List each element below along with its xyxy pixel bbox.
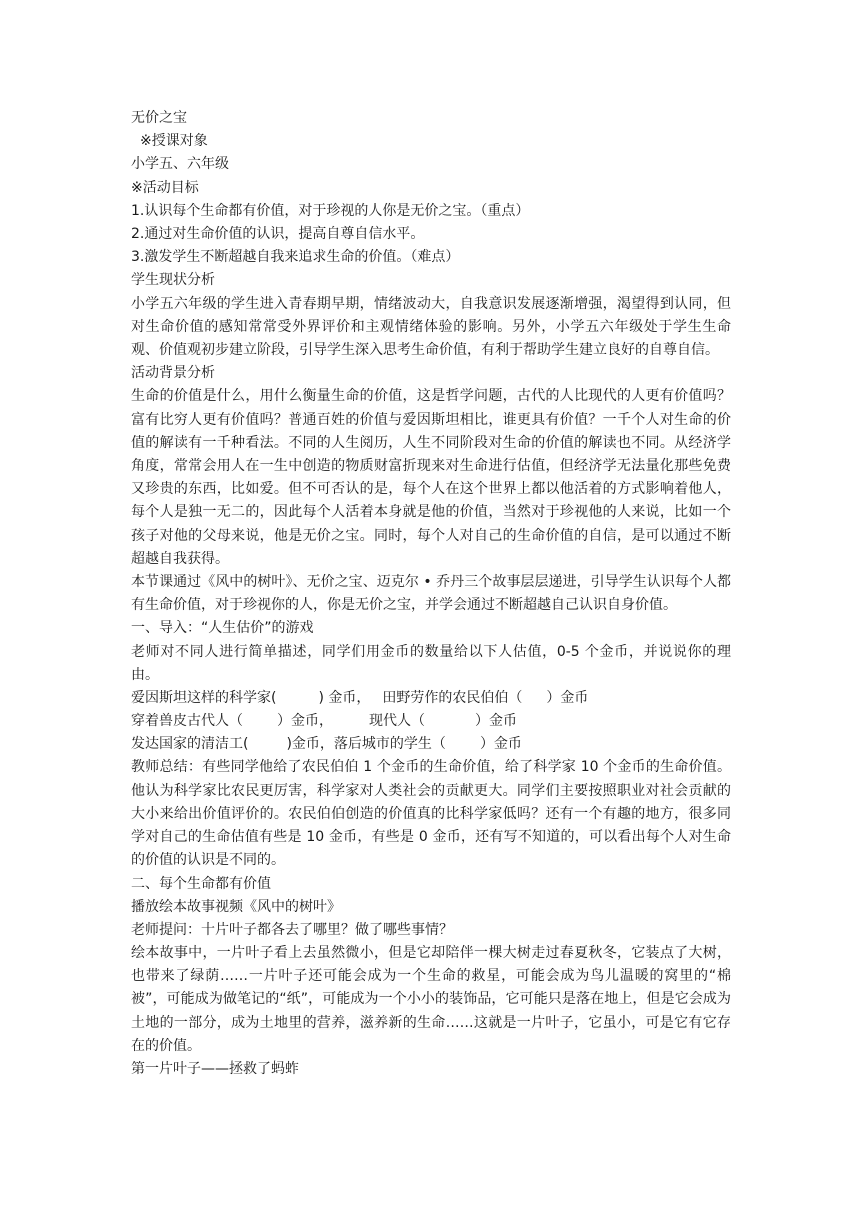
valuation-text: ）金币 — [479, 736, 522, 753]
valuation-row-3 — [131, 733, 731, 756]
valuation-text: 发达国家的清洁工( — [131, 736, 249, 753]
audience-heading: ※授课对象 — [140, 133, 208, 150]
document-title: 无价之宝 — [131, 110, 187, 126]
summary-paragraph: 教师总结：有些同学他给了农民伯伯 1 个金币的生命价值，给了科学家 10 个金币的生命价值。他认为科学家比农民更厉害，科学家对人类社会的贡献更大。同学们主要按照职业对社会贡献的大小来给出价值评价的。农民伯伯创造的价值真的比科学家低吗？还有一个有趣的地方，很多同学对自己的生命估值有些是 10 金币，有些是 0 金币，还有写不知道的，可以看出每个人对生命的价值的认识是不同的。 — [131, 759, 731, 869]
story-paragraph: 绘本故事中，一片叶子看上去虽然微小，但是它却陪伴一棵大树走过春夏秋冬，它装点了大树，也带来了绿荫……一片叶子还可能会成为一个生命的救星，可能会成为鸟儿温暖的窝里的“棉被”，可能成为做笔记的“纸”，可能成为一个小小的装饰品，它可能只是落在地上，但是它会成为土地的一部分，成为土地里的营养，滋养新的生命……这就是一片叶子，它虽小，可是它有它存在的价值。 — [131, 945, 731, 1054]
lesson-paragraph: 本节课通过《风中的树叶》、无价之宝、迈克尔 • 乔丹三个故事层层递进，引导学生认识每个人都有生命价值，对于珍视你的人，你是无价之宝，并学会通过不断超越自己认识自身价值。 — [131, 573, 731, 614]
video-line: 播放绘本故事视频《风中的树叶》 — [131, 898, 341, 915]
goal-item: 1.认识每个生命都有价值，对于珍视的人你是无价之宝。（重点） — [131, 202, 530, 219]
background-heading: 活动背景分析 — [131, 365, 215, 382]
background-paragraph: 生命的价值是什么，用什么衡量生命的价值，这是哲学问题，古代的人比现代的人更有价值吗？富有比穷人更有价值吗？普通百姓的价值与爱因斯坦相比，谁更具有价值？一千个人对生命的价值的解读有一千种看法。不同的人生阅历，人生不同阶段对生命的价值的解读也不同。从经济学角度，常常会用人在一生中创造的物质财富折现来对生命进行估值，但经济学无法量化那些免费又珍贵的东西，比如爱。但不可否认的是，每个人在这个世界上都以他活着的方式影响着他人，每个人是独一无二的，因此每个人活着本身就是他的价值，当然对于珍视他的人来说，比如一个孩子对他的父母来说，他是无价之宝。同时，每个人对自己的生命价值的自信，是可以通过不断超越自我获得。 — [131, 388, 731, 567]
status-paragraph: 小学五六年级的学生进入青春期早期，情绪波动大，自我意识发展逐渐增强，渴望得到认同，但对生命价值的感知常常受外界评价和主观情绪体验的影响。另外，小学五六年级处于学生生命观、价值观初步建立阶段，引导学生深入思考生命价值，有利于帮助学生建立良好的自尊自信。 — [131, 295, 731, 358]
document-page — [131, 107, 731, 1081]
valuation-text: 田野劳作的农民伯伯（ — [382, 689, 523, 706]
valuation-text: ）金币 — [475, 713, 517, 730]
section1-heading: 一、导入：“人生估价”的游戏 — [131, 620, 314, 637]
valuation-text: 穿着兽皮古代人（ — [131, 713, 243, 730]
goal-item: 3.激发学生不断超越自我来追求生命的价值。（难点） — [131, 249, 460, 266]
valuation-text: ）金币， — [277, 713, 333, 730]
question-line: 老师提问：十片叶子都各去了哪里？做了哪些事情？ — [131, 921, 453, 938]
valuation-row-1 — [131, 687, 731, 710]
valuation-text: 爱因斯坦这样的科学家( — [131, 689, 277, 706]
goal-item: 2.通过对生命价值的认识，提高自尊自信水平。 — [131, 225, 425, 242]
section2-heading: 二、每个生命都有价值 — [131, 875, 271, 892]
goals-heading: ※活动目标 — [131, 179, 199, 196]
valuation-text: )金币，落后城市的学生（ — [286, 736, 446, 753]
first-leaf-line: 第一片叶子——拯救了蚂蚱 — [131, 1061, 299, 1078]
valuation-text: ) 金币， — [318, 689, 371, 706]
section1-intro: 老师对不同人进行简单描述，同学们用金币的数量给以下人估值，0-5 个金币，并说说你的理由。 — [131, 643, 731, 683]
status-heading: 学生现状分析 — [131, 272, 215, 289]
valuation-text: 现代人（ — [369, 713, 425, 730]
valuation-row-2 — [131, 710, 731, 733]
audience-text: 小学五、六年级 — [131, 156, 229, 173]
valuation-text: ）金币 — [546, 689, 589, 706]
